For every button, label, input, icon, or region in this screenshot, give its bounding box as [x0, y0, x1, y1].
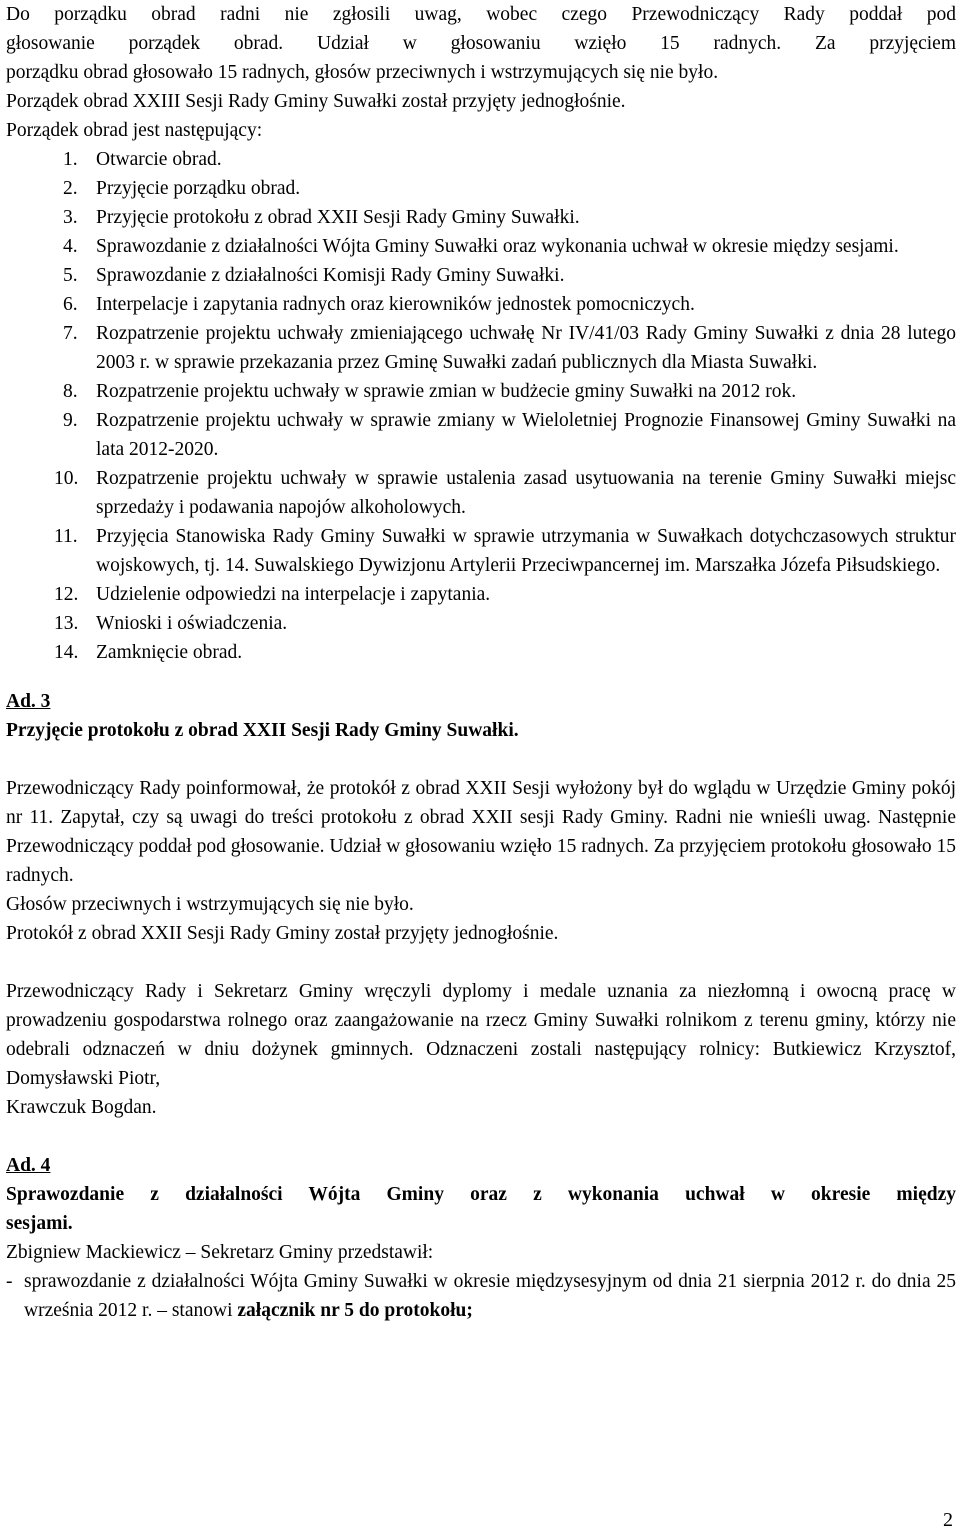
section-3-paragraph-2: Protokół z obrad XXII Sesji Rady Gminy został przyjęty jednogłośnie. — [6, 923, 559, 944]
section-3-paragraph-1-last: Głosów przeciwnych i wstrzymujących się nie było. — [6, 894, 414, 915]
section-4-intro: Zbigniew Mackiewicz – Sekretarz Gminy przedstawił: — [6, 1242, 434, 1263]
agenda-item — [6, 174, 956, 203]
agenda-item-number: 12. — [54, 584, 79, 605]
intro-line-4: Porządek obrad XXIII Sesji Rady Gminy Suwałki został przyjęty jednogłośnie. — [6, 91, 626, 112]
agenda-item — [6, 406, 956, 464]
attachment-reference: załącznik nr 5 do protokołu; — [237, 1300, 473, 1321]
section-4-label: Ad. 4 — [6, 1155, 51, 1176]
intro-line-3: porządku obrad głosowało 15 radnych, głosów przeciwnych i wstrzymujących się nie było. — [6, 62, 719, 83]
section-3-paragraph-3: Przewodniczący Rady i Sekretarz Gminy wręczyli dyplomy i medale uznania za niezłomną i owocną pracę w prowadzeniu gospodarstwa rolnego oraz zaangażowanie na rzecz Gminy Suwałki rolnikom z terenu gminy, którzy nie odebrali odznaczeń w dniu dożynek gminnych. Odznaczeni zostali następujący rolnicy: Butkiewicz Krzysztof, Domysławski Piotr, — [6, 981, 956, 1089]
agenda-item-number: 9. — [63, 410, 78, 431]
agenda-item-text: Przyjęcie protokołu z obrad XXII Sesji Rady Gminy Suwałki. — [96, 207, 580, 228]
document-page — [6, 0, 956, 1325]
agenda-item-number: 1. — [63, 149, 78, 170]
agenda-item-text: Sprawozdanie z działalności Komisji Rady Gminy Suwałki. — [96, 265, 565, 286]
section-3-paragraph-3-last: Krawczuk Bogdan. — [6, 1097, 157, 1118]
spacer — [6, 667, 956, 687]
agenda-item-number: 4. — [63, 236, 78, 257]
section-4-list-item — [6, 1267, 956, 1325]
agenda-item — [6, 319, 956, 377]
spacer — [6, 948, 956, 977]
agenda-item-text: Interpelacje i zapytania radnych oraz kierowników jednostek pomocniczych. — [96, 294, 695, 315]
intro-line-5: Porządek obrad jest następujący: — [6, 120, 263, 141]
agenda-item-number: 10. — [54, 468, 79, 489]
agenda-item-text: Otwarcie obrad. — [96, 149, 222, 170]
agenda-item — [6, 145, 956, 174]
agenda-item-text: Przyjęcia Stanowiska Rady Gminy Suwałki w sprawie utrzymania w Suwałkach dotychczasowych struktur wojskowych, tj. 14. Suwalskiego Dywizjonu Artylerii Przeciwpancernej im. Marszałka Józefa Piłsudskiego. — [96, 526, 956, 576]
section-3-paragraph-1: Przewodniczący Rady poinformował, że protokół z obrad XXII Sesji wyłożony był do wglądu w Urzędzie Gminy pokój nr 11. Zapytał, czy są uwagi do treści protokołu z obrad XXII sesji Rady Gminy. Radni nie wnieśli uwag. Następnie Przewodniczący poddał pod głosowanie. Udział w głosowaniu wzięło 15 radnych. Za przyjęciem protokołu głosowało 15 radnych. — [6, 778, 956, 886]
section-4-item-text: sprawozdanie z działalności Wójta Gminy Suwałki w okresie międzysesyjnym od dnia 21 sierpnia 2012 r. do dnia 25 września 2012 r. – stanowi — [24, 1271, 956, 1321]
spacer — [6, 1122, 956, 1151]
page-number: 2 — [943, 1509, 953, 1531]
agenda-item-number: 14. — [54, 642, 79, 663]
intro-line-2: głosowanie porządek obrad. Udział w głosowaniu wzięło 15 radnych. Za przyjęciem — [6, 33, 956, 54]
agenda-item-number: 6. — [63, 294, 78, 315]
intro-line-1: Do porządku obrad radni nie zgłosili uwag, wobec czego Przewodniczący Rady poddał pod — [6, 4, 956, 25]
agenda-item-text: Udzielenie odpowiedzi na interpelacje i zapytania. — [96, 584, 491, 605]
section-4-title-last: sesjami. — [6, 1213, 73, 1234]
agenda-item — [6, 232, 956, 261]
agenda-item-text: Rozpatrzenie projektu uchwały w sprawie zmiany w Wieloletniej Prognozie Finansowej Gminy Suwałki na lata 2012-2020. — [96, 410, 956, 460]
agenda-item — [6, 290, 956, 319]
agenda-item — [6, 377, 956, 406]
section-3-label: Ad. 3 — [6, 691, 51, 712]
agenda-item-number: 11. — [54, 526, 78, 547]
agenda-list — [6, 145, 956, 667]
agenda-item — [6, 609, 956, 638]
agenda-item-text: Rozpatrzenie projektu uchwały w sprawie zmian w budżecie gminy Suwałki na 2012 rok. — [96, 381, 797, 402]
agenda-item-text: Zamknięcie obrad. — [96, 642, 243, 663]
agenda-item — [6, 464, 956, 522]
agenda-item-text: Przyjęcie porządku obrad. — [96, 178, 301, 199]
agenda-item-text: Rozpatrzenie projektu uchwały zmieniającego uchwałę Nr IV/41/03 Rady Gminy Suwałki z dnia 28 lutego 2003 r. w sprawie przekazania przez Gminę Suwałki zadań publicznych dla Miasta Suwałki. — [96, 323, 956, 373]
agenda-item-number: 5. — [63, 265, 78, 286]
agenda-item-number: 13. — [54, 613, 79, 634]
agenda-item — [6, 580, 956, 609]
agenda-item-number: 8. — [63, 381, 78, 402]
agenda-item-number: 7. — [63, 323, 78, 344]
agenda-item-text: Wnioski i oświadczenia. — [96, 613, 288, 634]
section-4-title: Sprawozdanie z działalności Wójta Gminy oraz z wykonania uchwał w okresie między — [6, 1184, 956, 1205]
agenda-item-number: 2. — [63, 178, 78, 199]
agenda-item — [6, 638, 956, 667]
dash-bullet: - — [6, 1271, 13, 1292]
agenda-item — [6, 203, 956, 232]
agenda-item-text: Sprawozdanie z działalności Wójta Gminy Suwałki oraz wykonania uchwał w okresie między sesjami. — [96, 236, 899, 257]
agenda-item — [6, 522, 956, 580]
intro-paragraph — [6, 0, 956, 145]
spacer — [6, 745, 956, 774]
agenda-item-text: Rozpatrzenie projektu uchwały w sprawie ustalenia zasad usytuowania na terenie Gminy Suwałki miejsc sprzedaży i podawania napojów alkoholowych. — [96, 468, 956, 518]
section-3-title: Przyjęcie protokołu z obrad XXII Sesji Rady Gminy Suwałki. — [6, 720, 519, 741]
agenda-item-number: 3. — [63, 207, 78, 228]
agenda-item — [6, 261, 956, 290]
